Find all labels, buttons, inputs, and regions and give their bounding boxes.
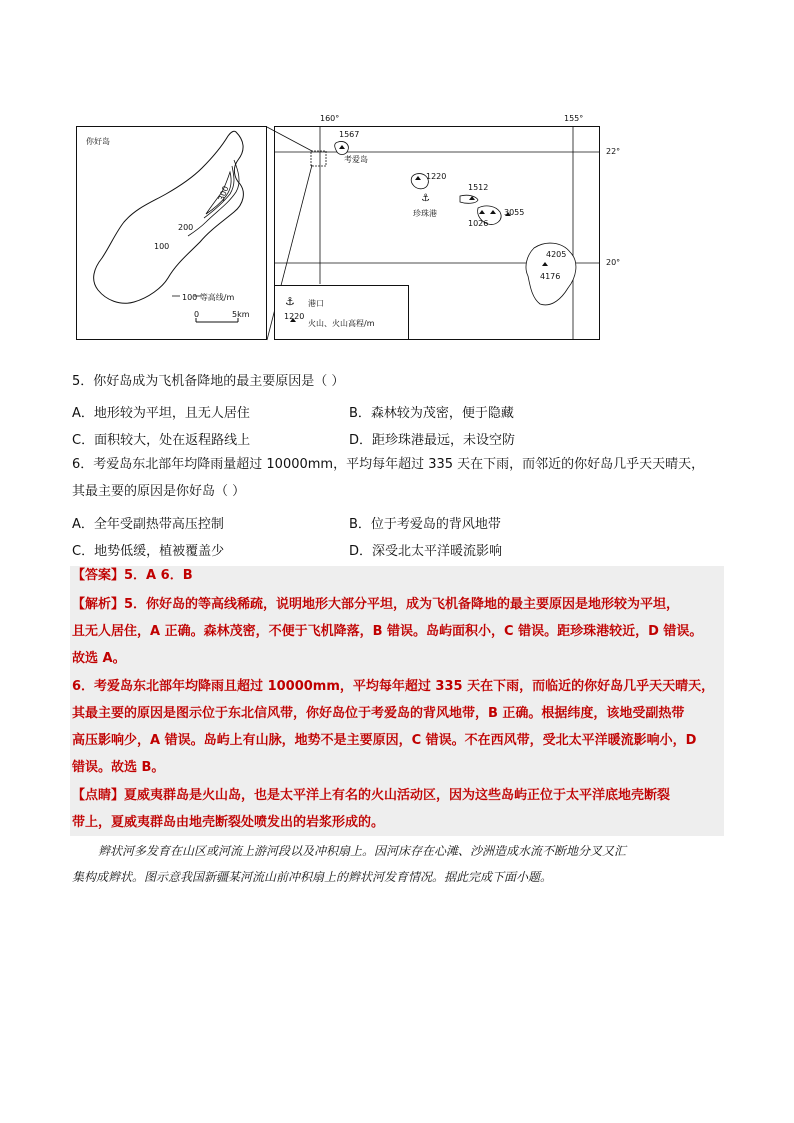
q6-option-c: C．地势低缓，植被覆盖少 [72, 544, 225, 559]
mauna-loa-height-label: 4176 [540, 272, 561, 281]
analysis-line-2: 且无人居住，A 正确。森林茂密，不便于飞机降落，B 错误。岛屿面积小，C 错误。距珍珠港较近，D 错误。 [72, 624, 703, 639]
oahu-height-label: 1220 [426, 172, 447, 181]
q5-option-c: C．面积较大，处在返程路线上 [72, 433, 251, 448]
pearl-harbor-label: 珍珠港 [413, 209, 437, 218]
answer-text: 5．A 6．B [124, 568, 193, 583]
haleakala-height-label: 1026 [468, 219, 489, 228]
q6-option-b: B．位于考爱岛的背风地带 [349, 517, 501, 532]
analysis-line-4: 6．考爱岛东北部年均降雨且超过 10000mm，平均每年超过 335 天在下雨，而临近的你好岛几乎天天晴天， [72, 679, 715, 694]
longitude-160-label: 160° [320, 114, 340, 123]
q6-option-d: D．深受北太平洋暖流影响 [349, 544, 503, 559]
maui-height-label: 3055 [504, 208, 525, 217]
longitude-155-label: 155° [564, 114, 584, 123]
latitude-20-label: 20° [606, 258, 621, 267]
mauna-kea-height-label: 4205 [546, 250, 567, 259]
question-6-stem-line-2: 其最主要的原因是你好岛（ ） [72, 484, 246, 499]
answer-line [72, 562, 193, 589]
analysis-tag: 【解析】 [72, 597, 125, 612]
legend-volcano-label: 火山、火山高程/m [308, 319, 375, 328]
map-drawing [76, 112, 600, 344]
tip-text-1: 夏威夷群岛是火山岛，也是太平洋上有名的火山活动区，因为这些岛屿正位于太平洋底地壳断裂 [124, 788, 671, 803]
latitude-22-label: 22° [606, 147, 621, 156]
scale-zero-label: 0 [194, 310, 200, 319]
pearl-harbor-anchor-icon: ⚓ [421, 193, 430, 204]
analysis-line-5: 其最主要的原因是图示位于东北信风带，你好岛位于考爱岛的背风地带，B 正确。根据纬度，该地受副热带 [72, 706, 685, 721]
tip-tag: 【点睛】 [72, 788, 125, 803]
kauai-name-label: 考爱岛 [344, 155, 368, 164]
analysis-line-3: 故选 A。 [72, 651, 126, 666]
molokai-height-label: 1512 [468, 183, 489, 192]
braided-river-intro-line-1: 辫状河多发育在山区或河流上游河段以及冲积扇上。因河床存在心滩、沙洲造成水流不断地分叉又汇 [98, 844, 627, 858]
inset-title: 你好岛 [86, 137, 110, 146]
q5-option-b: B．森林较为茂密，便于隐藏 [349, 406, 514, 421]
legend-volcano-height: 1220 [284, 312, 305, 321]
analysis-line-7: 错误。故选 B。 [72, 760, 165, 775]
analysis-line-6: 高压影响少，A 错误。岛屿上有山脉，地势不是主要原因，C 错误。不在西风带，受北太平洋暖流影响小，D [72, 733, 697, 748]
contour-label-100: 100 [154, 242, 170, 251]
tip-line-1 [72, 782, 670, 809]
tip-line-2: 带上，夏威夷群岛由地壳断裂处喷发出的岩浆形成的。 [72, 815, 385, 830]
legend-port-label: 港口 [308, 299, 324, 308]
legend-anchor-icon: ⚓ [285, 295, 295, 308]
q5-option-a: A．地形较为平坦，且无人居住 [72, 406, 250, 421]
kauai-height-label: 1567 [339, 130, 360, 139]
contour-label-200: 200 [178, 223, 194, 232]
q6-option-a: A．全年受副热带高压控制 [72, 517, 224, 532]
analysis-line-1 [72, 591, 679, 618]
scale-distance-label: 5km [232, 310, 250, 319]
contour-legend-label: 100 等高线/m [182, 293, 235, 302]
hawaii-map-figure [76, 112, 621, 344]
answer-tag: 【答案】 [72, 568, 125, 583]
question-5-stem: 5．你好岛成为飞机备降地的最主要原因是（ ） [72, 374, 345, 389]
contour-label-300: 300 [216, 184, 231, 203]
q5-option-d: D．距珍珠港最远，未设空防 [349, 433, 516, 448]
analysis-text-1: 5．你好岛的等高线稀疏，说明地形大部分平坦，成为飞机备降地的最主要原因是地形较为平坦， [124, 597, 680, 612]
braided-river-intro-line-2: 集构成辫状。图示意我国新疆某河流山前冲积扇上的辫状河发育情况。据此完成下面小题。 [72, 870, 553, 884]
question-6-stem-line-1: 6．考爱岛东北部年均降雨量超过 10000mm，平均每年超过 335 天在下雨，而邻近的你好岛几乎天天晴天， [72, 457, 705, 472]
